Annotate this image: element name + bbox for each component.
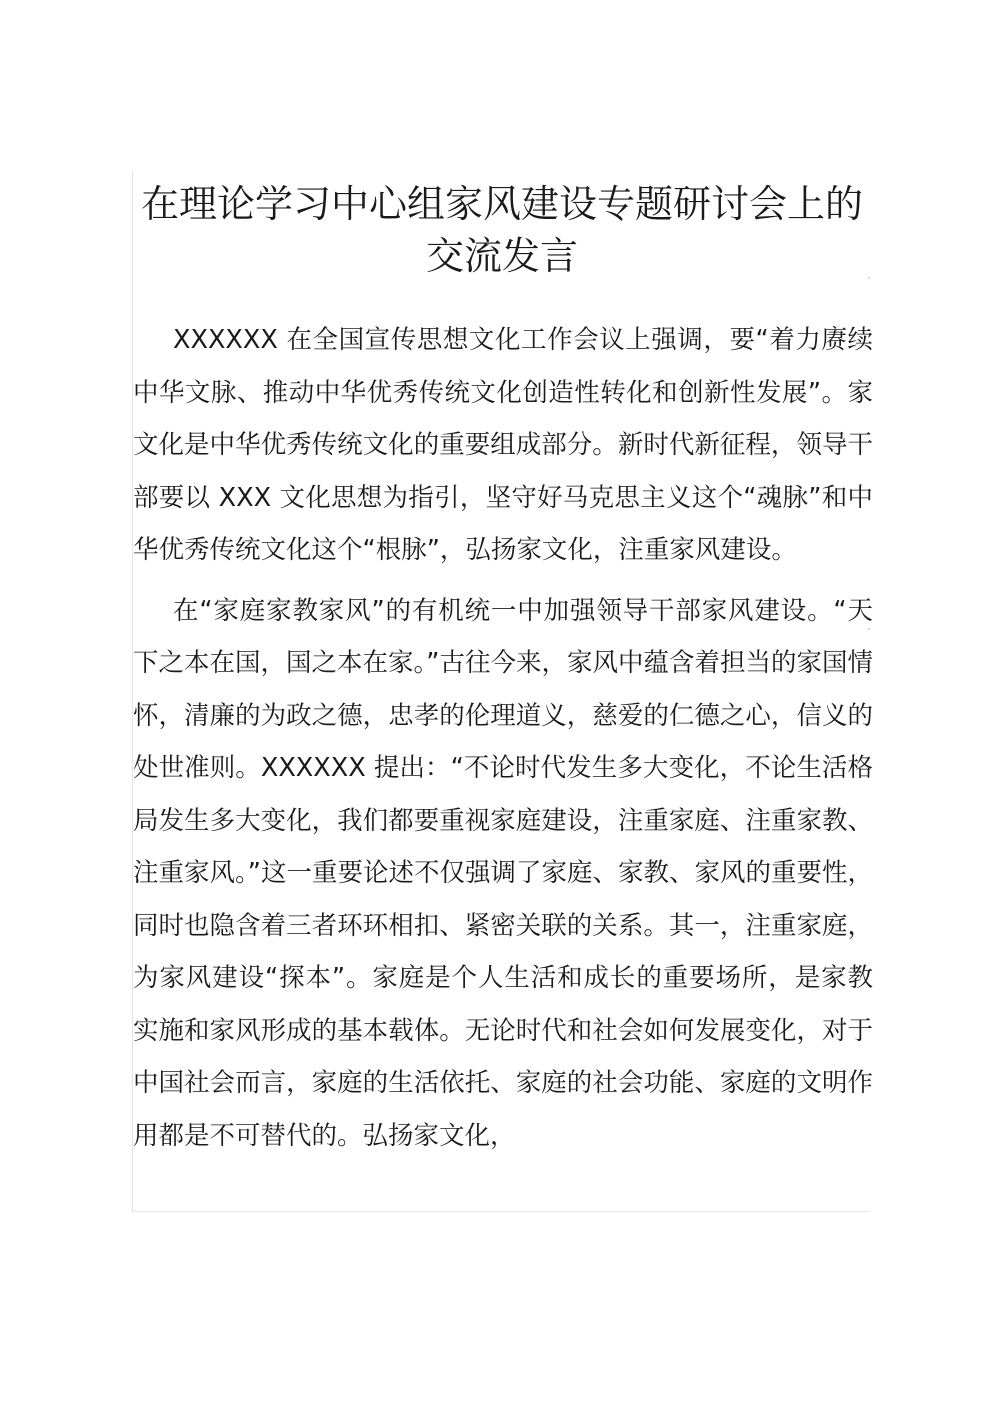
body-paragraph-1: XXXXXX 在全国宣传思想文化工作会议上强调，要“着力赓续中华文脉、推动中华优秀传统文化创造性转化和创新性发展”。家文化是中华优秀传统文化的重要组成部分。新时代新征程，领导干部要以 XXX 文化思想为指引，坚守好马克思主义这个“魂脉”和中华优秀传统文化这个“根脉”，弘扬家文化，注重家风建设。 <box>133 325 873 565</box>
text-frame-bottom-guide <box>132 1211 870 1212</box>
body-paragraph-2: 在“家庭家教家风”的有机统一中加强领导干部家风建设。“天下之本在国，国之本在家。”古往今来，家风中蕴含着担当的家国情怀，清廉的为政之德，忠孝的伦理道义，慈爱的仁德之心，信义的处世准则。XXXXXX 提出：“不论时代发生多大变化，不论生活格局发生多大变化，我们都要重视家庭建设，注重家庭、注重家教、注重家风。”这一重要论述不仅强调了家庭、家教、家风的重要性，同时也隐含着三者环环相扣、紧密关联的关系。其一，注重家庭，为家风建设“探本”。家庭是个人生活和成长的重要场所，是家教实施和家风形成的基本载体。无论时代和社会如何发展变化，对于中国社会而言，家庭的生活依托、家庭的社会功能、家庭的文明作用都是不可替代的。弘扬家文化， <box>133 595 873 1151</box>
document-title: 在理论学习中心组家风建设专题研讨会上的交流发言 <box>140 182 863 278</box>
document-body <box>133 314 873 1162</box>
